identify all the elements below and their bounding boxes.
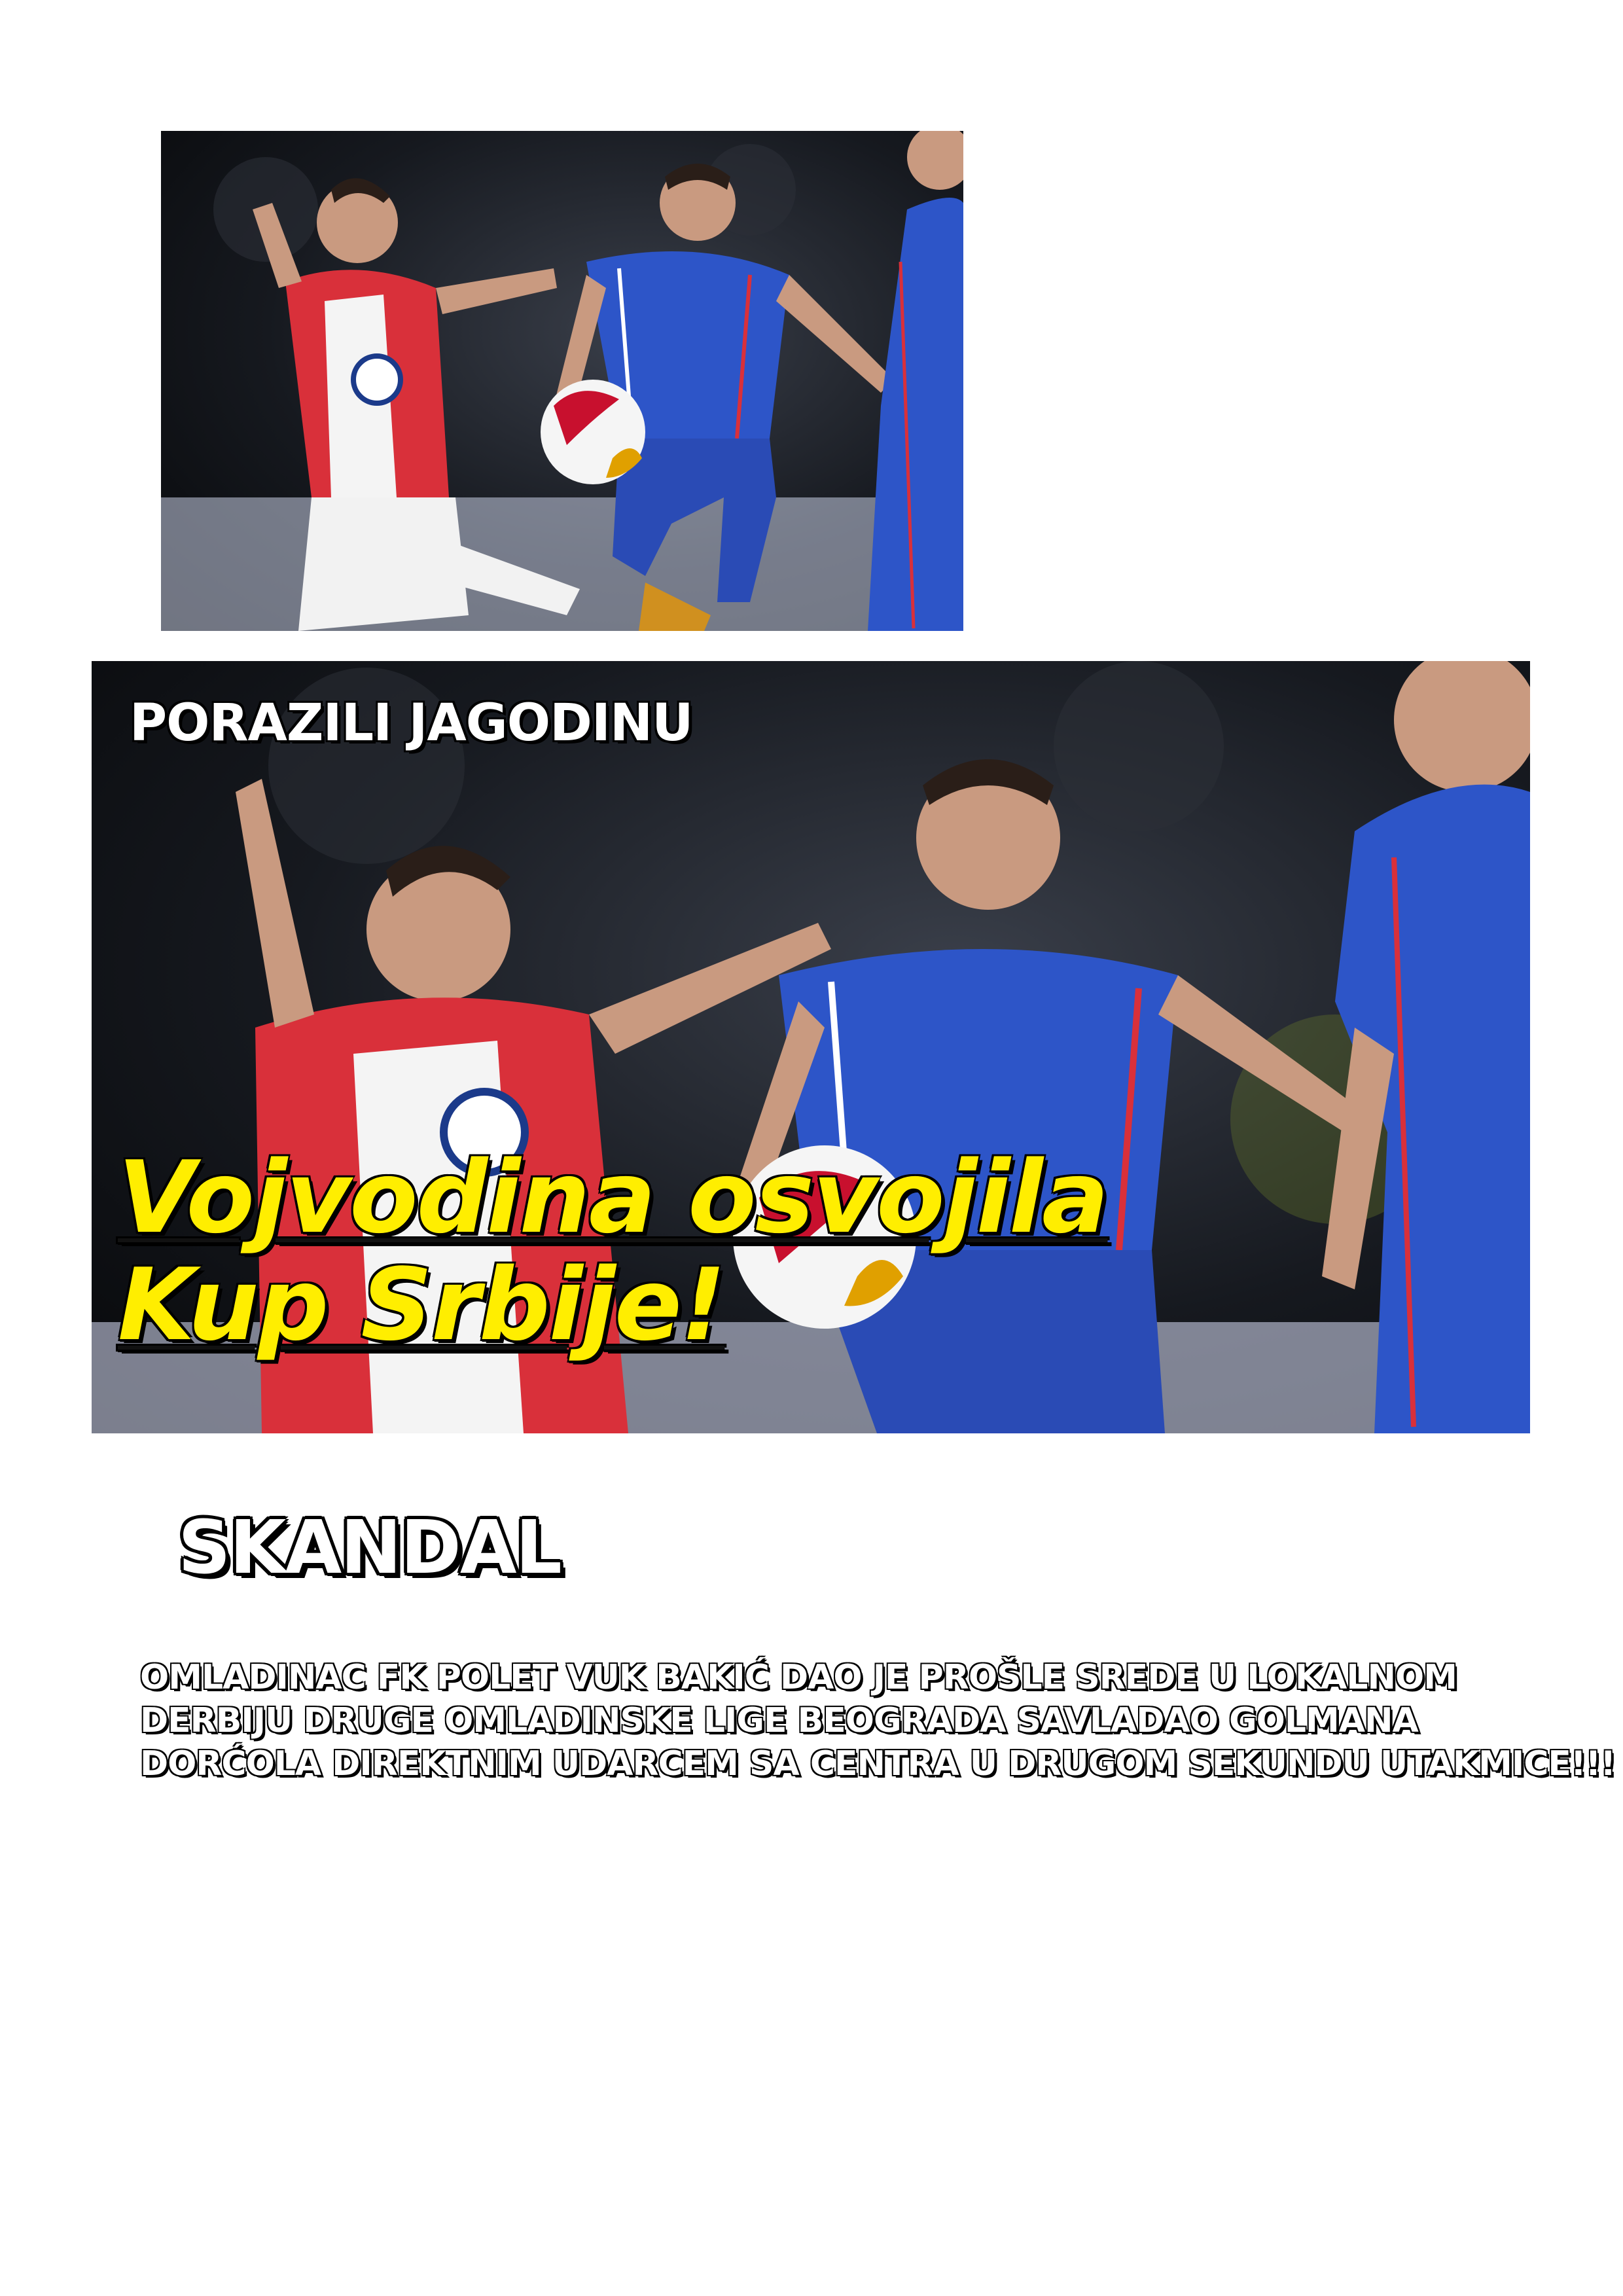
story-headline	[118, 1139, 1108, 1363]
scandal-line-2: DERBIJU DRUGE OMLADINSKE LIGE BEOGRADA SAVLADAO GOLMANA	[140, 1701, 1418, 1740]
football-photo-main	[92, 661, 1530, 1433]
scandal-line-3: DORĆOLA DIREKTNIM UDARCEM SA CENTRA U DRUGOM SEKUNDU UTAKMICE!!!	[140, 1744, 1616, 1784]
scandal-body	[140, 1656, 1616, 1785]
scandal-line-1: OMLADINAC FK POLET VUK BAKIĆ DAO JE PROŠLE SREDE U LOKALNOM	[140, 1658, 1457, 1697]
third-player-main	[1322, 661, 1530, 1433]
ball-small	[541, 380, 645, 484]
football-photo-small-illustration	[161, 131, 963, 631]
story-kicker: PORAZILI JAGODINU	[130, 694, 693, 753]
headline-line-1: Vojvodina osvojila	[118, 1139, 1108, 1255]
headline-line-2: Kup Srbije!	[118, 1247, 725, 1363]
football-photo-small	[161, 131, 963, 631]
scandal-heading: SKANDAL	[178, 1505, 561, 1590]
